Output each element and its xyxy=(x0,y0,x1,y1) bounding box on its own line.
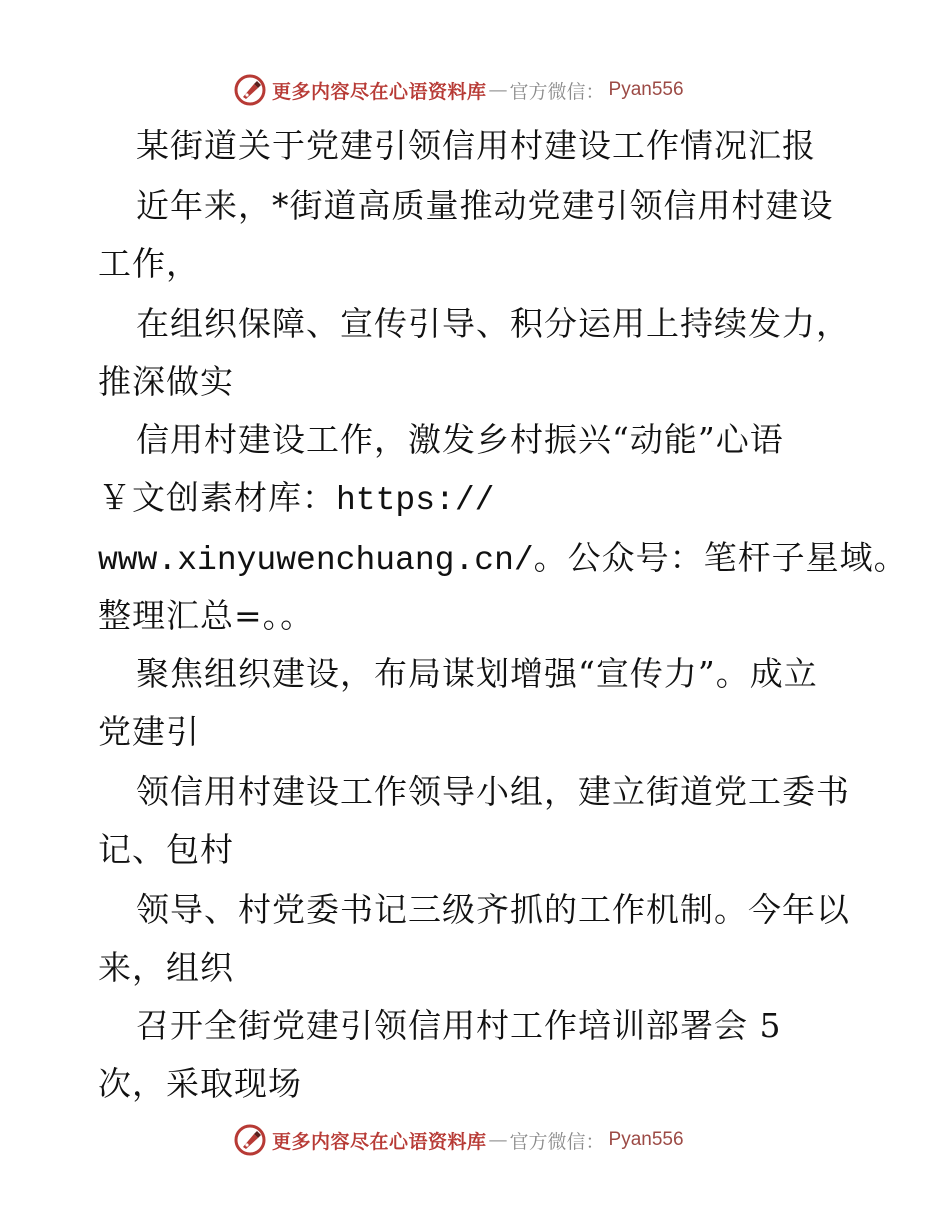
paragraph-line: 领信用村建设工作领导小组，建立街道党工委书 xyxy=(136,772,850,811)
paragraph-line: 记、包村 xyxy=(98,830,234,869)
document-title: 某街道关于党建引领信用村建设工作情况汇报 xyxy=(136,126,816,165)
banner-wechat-label: 官方微信： xyxy=(509,1130,605,1153)
paragraph-line: 整理汇总=。。 xyxy=(98,596,315,635)
footer-banner xyxy=(234,1122,684,1158)
pen-nib-seal-icon xyxy=(234,74,266,106)
line-text: ￥文创素材库： xyxy=(98,478,336,517)
banner-dash: — xyxy=(488,1129,508,1151)
paragraph-line: 次，采取现场 xyxy=(98,1064,302,1103)
pen-nib-seal-icon xyxy=(234,1124,266,1156)
count-number: 5 xyxy=(759,1006,782,1045)
banner-wechat-id: Pyan556 xyxy=(608,1129,684,1150)
header-banner xyxy=(234,72,684,108)
paragraph-line: 信用村建设工作，激发乡村振兴“动能”心语 xyxy=(136,420,784,459)
paragraph-line: 党建引 xyxy=(98,712,200,751)
line-text: 。公众号：笔杆子星域。 xyxy=(533,538,908,577)
paragraph-line: 推深做实 xyxy=(98,362,234,401)
banner-brand-text: 更多内容尽在心语资料库 xyxy=(272,80,487,103)
paragraph-line: 工作， xyxy=(98,244,200,283)
paragraph-line: 领导、村党委书记三级齐抓的工作机制。今年以 xyxy=(136,890,850,929)
url-text: www.xinyuwenchuang.cn/ xyxy=(98,542,534,579)
banner-wechat-id: Pyan556 xyxy=(608,79,684,100)
line-text: 召开全街党建引领信用村工作培训部署会 xyxy=(136,1006,748,1045)
url-fragment: https:// xyxy=(336,482,495,519)
paragraph-line: 来，组织 xyxy=(98,948,234,987)
paragraph-line xyxy=(136,1004,782,1048)
banner-brand-text: 更多内容尽在心语资料库 xyxy=(272,1130,487,1153)
paragraph-line xyxy=(98,476,494,523)
banner-dash: — xyxy=(488,79,508,101)
paragraph-line: 近年来，*街道高质量推动党建引领信用村建设 xyxy=(136,186,834,225)
paragraph-line: 在组织保障、宣传引导、积分运用上持续发力， xyxy=(136,304,850,343)
banner-wechat-label: 官方微信： xyxy=(509,80,605,103)
paragraph-line: 聚焦组织建设，布局谋划增强“宣传力”。成立 xyxy=(136,654,818,693)
paragraph-line xyxy=(98,536,908,583)
